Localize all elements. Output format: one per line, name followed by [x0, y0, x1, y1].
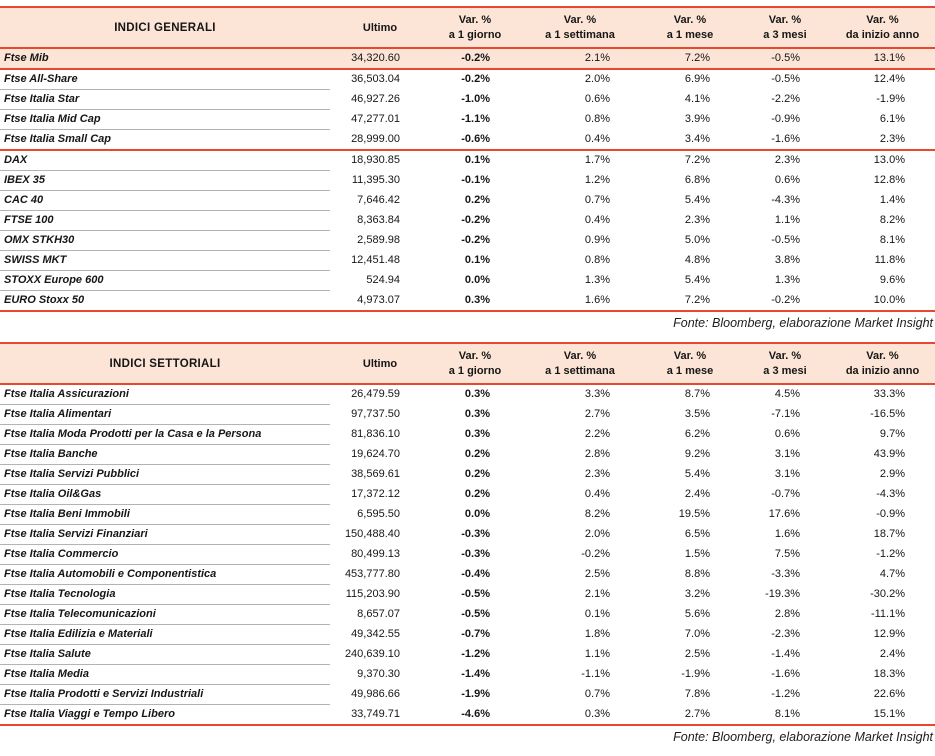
- ultimo-value: 8,657.07: [330, 605, 430, 625]
- index-row: [0, 685, 935, 705]
- col-ultimo: [330, 7, 430, 48]
- var-value: 0.1%: [430, 150, 520, 171]
- index-row: [0, 605, 935, 625]
- var-value: -0.3%: [430, 545, 520, 565]
- index-name: Ftse Italia Prodotti e Servizi Industriali: [0, 685, 330, 705]
- col-header-line: Var. %: [458, 14, 492, 26]
- ultimo-value: 12,451.48: [330, 251, 430, 271]
- var-value: 18.3%: [830, 665, 935, 685]
- var-value: 0.3%: [430, 405, 520, 425]
- col-header-line: da inizio anno: [845, 29, 920, 41]
- var-value: -0.9%: [830, 505, 935, 525]
- index-name: STOXX Europe 600: [0, 271, 330, 291]
- index-row: [0, 384, 935, 405]
- var-value: 2.1%: [520, 585, 640, 605]
- col-ultimo: [330, 343, 430, 384]
- ultimo-value: 49,986.66: [330, 685, 430, 705]
- var-value: 2.2%: [520, 425, 640, 445]
- index-name: FTSE 100: [0, 211, 330, 231]
- var-value: 8.2%: [830, 211, 935, 231]
- indici-settoriali-rows: [0, 384, 935, 725]
- var-value: 2.5%: [520, 565, 640, 585]
- var-value: -2.3%: [740, 625, 830, 645]
- var-value: 0.0%: [430, 505, 520, 525]
- var-value: -1.4%: [740, 645, 830, 665]
- var-value: 6.9%: [640, 69, 740, 90]
- var-value: -7.1%: [740, 405, 830, 425]
- table-header: [0, 343, 935, 384]
- ultimo-value: 33,749.71: [330, 705, 430, 726]
- var-value: 7.8%: [640, 685, 740, 705]
- col-var-inizio-anno: [830, 7, 935, 48]
- var-value: 0.7%: [520, 685, 640, 705]
- var-value: -1.9%: [830, 90, 935, 110]
- ultimo-value: 26,479.59: [330, 384, 430, 405]
- ultimo-value: 2,589.98: [330, 231, 430, 251]
- var-value: 2.3%: [740, 150, 830, 171]
- var-value: 4.7%: [830, 565, 935, 585]
- var-value: 9.2%: [640, 445, 740, 465]
- var-value: 8.1%: [740, 705, 830, 726]
- index-name: Ftse Italia Viaggi e Tempo Libero: [0, 705, 330, 726]
- col-header-line: Ultimo: [362, 357, 398, 370]
- var-value: 2.8%: [520, 445, 640, 465]
- var-value: 0.6%: [740, 171, 830, 191]
- var-value: 5.0%: [640, 231, 740, 251]
- indici-settoriali-table: [0, 342, 935, 726]
- col-header-line: Var. %: [768, 350, 802, 362]
- col-var-1-mese: [640, 343, 740, 384]
- index-row: [0, 231, 935, 251]
- index-row: [0, 565, 935, 585]
- ultimo-value: 47,277.01: [330, 110, 430, 130]
- var-value: 7.2%: [640, 150, 740, 171]
- var-value: -0.5%: [430, 605, 520, 625]
- index-name: Ftse Italia Beni Immobili: [0, 505, 330, 525]
- var-value: -4.3%: [740, 191, 830, 211]
- var-value: 0.3%: [430, 425, 520, 445]
- var-value: 18.7%: [830, 525, 935, 545]
- var-value: 4.8%: [640, 251, 740, 271]
- index-name: Ftse Italia Small Cap: [0, 130, 330, 151]
- indici-generali-section: [0, 6, 935, 338]
- var-value: -19.3%: [740, 585, 830, 605]
- var-value: 8.1%: [830, 231, 935, 251]
- var-value: 0.3%: [520, 705, 640, 726]
- var-value: -11.1%: [830, 605, 935, 625]
- index-row: [0, 291, 935, 312]
- index-row: [0, 191, 935, 211]
- var-value: 1.1%: [520, 645, 640, 665]
- var-value: 5.6%: [640, 605, 740, 625]
- index-row: [0, 271, 935, 291]
- var-value: 13.0%: [830, 150, 935, 171]
- var-value: 6.1%: [830, 110, 935, 130]
- var-value: 0.9%: [520, 231, 640, 251]
- index-row: [0, 130, 935, 151]
- var-value: 1.7%: [520, 150, 640, 171]
- var-value: 10.0%: [830, 291, 935, 312]
- var-value: 3.4%: [640, 130, 740, 151]
- index-name: Ftse Italia Alimentari: [0, 405, 330, 425]
- index-name: DAX: [0, 150, 330, 171]
- var-value: 9.7%: [830, 425, 935, 445]
- var-value: 0.4%: [520, 130, 640, 151]
- index-name: OMX STKH30: [0, 231, 330, 251]
- index-name: IBEX 35: [0, 171, 330, 191]
- var-value: 3.1%: [740, 465, 830, 485]
- index-name: Ftse Italia Media: [0, 665, 330, 685]
- var-value: -0.2%: [430, 211, 520, 231]
- col-header-line: a 1 mese: [666, 365, 714, 377]
- var-value: 0.3%: [430, 384, 520, 405]
- ultimo-value: 6,595.50: [330, 505, 430, 525]
- col-header-line: a 3 mesi: [763, 29, 807, 41]
- var-value: 2.0%: [520, 525, 640, 545]
- index-name: Ftse Italia Telecomunicazioni: [0, 605, 330, 625]
- col-header-line: da inizio anno: [845, 365, 920, 377]
- col-header-line: a 1 giorno: [448, 29, 502, 41]
- col-header-line: Var. %: [768, 14, 802, 26]
- var-value: 2.3%: [640, 211, 740, 231]
- ultimo-value: 7,646.42: [330, 191, 430, 211]
- col-var-1-settimana: [520, 343, 640, 384]
- index-name: SWISS MKT: [0, 251, 330, 271]
- var-value: 5.4%: [640, 191, 740, 211]
- var-value: -0.2%: [740, 291, 830, 312]
- col-var-1-giorno: [430, 343, 520, 384]
- var-value: 43.9%: [830, 445, 935, 465]
- source-note: Fonte: Bloomberg, elaborazione Market Insight: [673, 316, 933, 330]
- var-value: -0.7%: [740, 485, 830, 505]
- ultimo-value: 80,499.13: [330, 545, 430, 565]
- var-value: 0.2%: [430, 191, 520, 211]
- var-value: 5.4%: [640, 271, 740, 291]
- var-value: 1.6%: [520, 291, 640, 312]
- var-value: 0.7%: [520, 191, 640, 211]
- ultimo-value: 115,203.90: [330, 585, 430, 605]
- var-value: -0.3%: [430, 525, 520, 545]
- var-value: 3.2%: [640, 585, 740, 605]
- var-value: 0.3%: [430, 291, 520, 312]
- index-row: [0, 485, 935, 505]
- var-value: -0.5%: [740, 69, 830, 90]
- var-value: -0.2%: [430, 48, 520, 69]
- index-row: [0, 665, 935, 685]
- var-value: 13.1%: [830, 48, 935, 69]
- index-name: Ftse Italia Edilizia e Materiali: [0, 625, 330, 645]
- index-name: CAC 40: [0, 191, 330, 211]
- var-value: 3.1%: [740, 445, 830, 465]
- var-value: 8.8%: [640, 565, 740, 585]
- var-value: 0.8%: [520, 251, 640, 271]
- var-value: 0.2%: [430, 445, 520, 465]
- var-value: 0.8%: [520, 110, 640, 130]
- var-value: 15.1%: [830, 705, 935, 726]
- index-row: [0, 525, 935, 545]
- ultimo-value: 97,737.50: [330, 405, 430, 425]
- var-value: 7.2%: [640, 291, 740, 312]
- ultimo-value: 9,370.30: [330, 665, 430, 685]
- col-var-3-mesi: [740, 343, 830, 384]
- var-value: -0.5%: [430, 585, 520, 605]
- table-title: INDICI GENERALI: [0, 7, 330, 48]
- col-header-line: Var. %: [673, 14, 707, 26]
- index-row: [0, 150, 935, 171]
- var-value: -2.2%: [740, 90, 830, 110]
- var-value: 6.2%: [640, 425, 740, 445]
- index-row: [0, 110, 935, 130]
- table-header: [0, 7, 935, 48]
- var-value: 2.7%: [520, 405, 640, 425]
- ultimo-value: 524.94: [330, 271, 430, 291]
- ultimo-value: 240,639.10: [330, 645, 430, 665]
- var-value: -0.2%: [430, 231, 520, 251]
- index-name: Ftse Italia Servizi Finanziari: [0, 525, 330, 545]
- var-value: 3.3%: [520, 384, 640, 405]
- index-row: [0, 405, 935, 425]
- table-title: INDICI SETTORIALI: [0, 343, 330, 384]
- var-value: 3.8%: [740, 251, 830, 271]
- var-value: 2.4%: [640, 485, 740, 505]
- var-value: 12.9%: [830, 625, 935, 645]
- var-value: 2.3%: [830, 130, 935, 151]
- var-value: 0.1%: [430, 251, 520, 271]
- var-value: -0.4%: [430, 565, 520, 585]
- index-name: EURO Stoxx 50: [0, 291, 330, 312]
- var-value: -16.5%: [830, 405, 935, 425]
- col-header-line: a 1 settimana: [545, 29, 615, 41]
- var-value: -4.3%: [830, 485, 935, 505]
- var-value: 0.6%: [520, 90, 640, 110]
- col-var-inizio-anno: [830, 343, 935, 384]
- index-name: Ftse Italia Moda Prodotti per la Casa e la Persona: [0, 425, 330, 445]
- col-header-line: a 1 settimana: [545, 365, 615, 377]
- index-row: [0, 251, 935, 271]
- ultimo-value: 36,503.04: [330, 69, 430, 90]
- var-value: 1.1%: [740, 211, 830, 231]
- col-header-line: Var. %: [866, 14, 899, 26]
- var-value: 2.1%: [520, 48, 640, 69]
- var-value: -1.2%: [740, 685, 830, 705]
- col-header-line: Ultimo: [362, 21, 398, 34]
- index-name: Ftse Italia Servizi Pubblici: [0, 465, 330, 485]
- index-row: [0, 211, 935, 231]
- header-row: [0, 343, 935, 384]
- index-row: [0, 90, 935, 110]
- var-value: 8.7%: [640, 384, 740, 405]
- index-row: [0, 425, 935, 445]
- index-row: [0, 465, 935, 485]
- col-var-1-settimana: [520, 7, 640, 48]
- ultimo-value: 38,569.61: [330, 465, 430, 485]
- var-value: 2.0%: [520, 69, 640, 90]
- var-value: -0.2%: [520, 545, 640, 565]
- col-header-line: Var. %: [563, 14, 597, 26]
- ultimo-value: 453,777.80: [330, 565, 430, 585]
- var-value: -0.6%: [430, 130, 520, 151]
- var-value: -1.9%: [640, 665, 740, 685]
- var-value: 1.5%: [640, 545, 740, 565]
- index-row: [0, 645, 935, 665]
- var-value: -0.9%: [740, 110, 830, 130]
- var-value: -0.5%: [740, 48, 830, 69]
- index-row: [0, 545, 935, 565]
- ultimo-value: 150,488.40: [330, 525, 430, 545]
- var-value: 1.8%: [520, 625, 640, 645]
- var-value: 7.0%: [640, 625, 740, 645]
- var-value: 2.4%: [830, 645, 935, 665]
- var-value: 6.5%: [640, 525, 740, 545]
- var-value: 2.5%: [640, 645, 740, 665]
- var-value: 4.5%: [740, 384, 830, 405]
- index-name: Ftse Italia Oil&Gas: [0, 485, 330, 505]
- col-var-1-mese: [640, 7, 740, 48]
- var-value: -1.2%: [430, 645, 520, 665]
- col-var-1-giorno: [430, 7, 520, 48]
- header-row: [0, 7, 935, 48]
- var-value: -0.7%: [430, 625, 520, 645]
- col-header-line: a 1 giorno: [448, 365, 502, 377]
- var-value: -1.6%: [740, 130, 830, 151]
- var-value: 0.6%: [740, 425, 830, 445]
- var-value: 12.8%: [830, 171, 935, 191]
- col-header-line: Var. %: [458, 350, 492, 362]
- var-value: -0.2%: [430, 69, 520, 90]
- var-value: 2.7%: [640, 705, 740, 726]
- index-row: [0, 585, 935, 605]
- var-value: -3.3%: [740, 565, 830, 585]
- var-value: 0.2%: [430, 465, 520, 485]
- var-value: -1.4%: [430, 665, 520, 685]
- var-value: -1.1%: [430, 110, 520, 130]
- var-value: 19.5%: [640, 505, 740, 525]
- var-value: 2.8%: [740, 605, 830, 625]
- var-value: 2.9%: [830, 465, 935, 485]
- index-name: Ftse Italia Salute: [0, 645, 330, 665]
- var-value: 11.8%: [830, 251, 935, 271]
- index-name: Ftse Italia Banche: [0, 445, 330, 465]
- var-value: 1.6%: [740, 525, 830, 545]
- var-value: -30.2%: [830, 585, 935, 605]
- ultimo-value: 28,999.00: [330, 130, 430, 151]
- var-value: 8.2%: [520, 505, 640, 525]
- var-value: 3.9%: [640, 110, 740, 130]
- ultimo-value: 11,395.30: [330, 171, 430, 191]
- var-value: -4.6%: [430, 705, 520, 726]
- var-value: 33.3%: [830, 384, 935, 405]
- var-value: -1.0%: [430, 90, 520, 110]
- ultimo-value: 17,372.12: [330, 485, 430, 505]
- ultimo-value: 81,836.10: [330, 425, 430, 445]
- var-value: -0.5%: [740, 231, 830, 251]
- index-name: Ftse Mib: [0, 48, 330, 69]
- source-note: Fonte: Bloomberg, elaborazione Market Insight: [673, 730, 933, 744]
- var-value: 9.6%: [830, 271, 935, 291]
- index-name: Ftse Italia Tecnologia: [0, 585, 330, 605]
- col-header-line: a 1 mese: [666, 29, 714, 41]
- index-name: Ftse All-Share: [0, 69, 330, 90]
- col-header-line: Var. %: [563, 350, 597, 362]
- var-value: 0.4%: [520, 211, 640, 231]
- index-name: Ftse Italia Mid Cap: [0, 110, 330, 130]
- indici-generali-rows: [0, 48, 935, 311]
- col-header-line: a 3 mesi: [763, 365, 807, 377]
- var-value: 4.1%: [640, 90, 740, 110]
- var-value: 0.4%: [520, 485, 640, 505]
- var-value: -1.6%: [740, 665, 830, 685]
- index-row: [0, 705, 935, 726]
- index-name: Ftse Italia Commercio: [0, 545, 330, 565]
- col-header-line: Var. %: [866, 350, 899, 362]
- var-value: 0.2%: [430, 485, 520, 505]
- index-name: Ftse Italia Automobili e Componentistica: [0, 565, 330, 585]
- index-row: [0, 171, 935, 191]
- col-header-line: Var. %: [673, 350, 707, 362]
- var-value: 0.0%: [430, 271, 520, 291]
- ultimo-value: 19,624.70: [330, 445, 430, 465]
- var-value: 0.1%: [520, 605, 640, 625]
- ultimo-value: 34,320.60: [330, 48, 430, 69]
- index-row: [0, 625, 935, 645]
- col-var-3-mesi: [740, 7, 830, 48]
- index-row: [0, 69, 935, 90]
- var-value: 6.8%: [640, 171, 740, 191]
- var-value: 3.5%: [640, 405, 740, 425]
- var-value: -1.2%: [830, 545, 935, 565]
- index-row: [0, 445, 935, 465]
- var-value: 2.3%: [520, 465, 640, 485]
- ultimo-value: 8,363.84: [330, 211, 430, 231]
- indici-generali-table: [0, 6, 935, 312]
- index-name: Ftse Italia Assicurazioni: [0, 384, 330, 405]
- var-value: 22.6%: [830, 685, 935, 705]
- ultimo-value: 46,927.26: [330, 90, 430, 110]
- var-value: 5.4%: [640, 465, 740, 485]
- var-value: -1.9%: [430, 685, 520, 705]
- index-row: [0, 505, 935, 525]
- var-value: -1.1%: [520, 665, 640, 685]
- ultimo-value: 18,930.85: [330, 150, 430, 171]
- var-value: 17.6%: [740, 505, 830, 525]
- var-value: 1.3%: [740, 271, 830, 291]
- var-value: 1.4%: [830, 191, 935, 211]
- indici-settoriali-section: [0, 342, 935, 752]
- index-name: Ftse Italia Star: [0, 90, 330, 110]
- index-row: [0, 48, 935, 69]
- var-value: -0.1%: [430, 171, 520, 191]
- var-value: 7.5%: [740, 545, 830, 565]
- var-value: 1.2%: [520, 171, 640, 191]
- var-value: 12.4%: [830, 69, 935, 90]
- var-value: 7.2%: [640, 48, 740, 69]
- var-value: 1.3%: [520, 271, 640, 291]
- ultimo-value: 4,973.07: [330, 291, 430, 312]
- ultimo-value: 49,342.55: [330, 625, 430, 645]
